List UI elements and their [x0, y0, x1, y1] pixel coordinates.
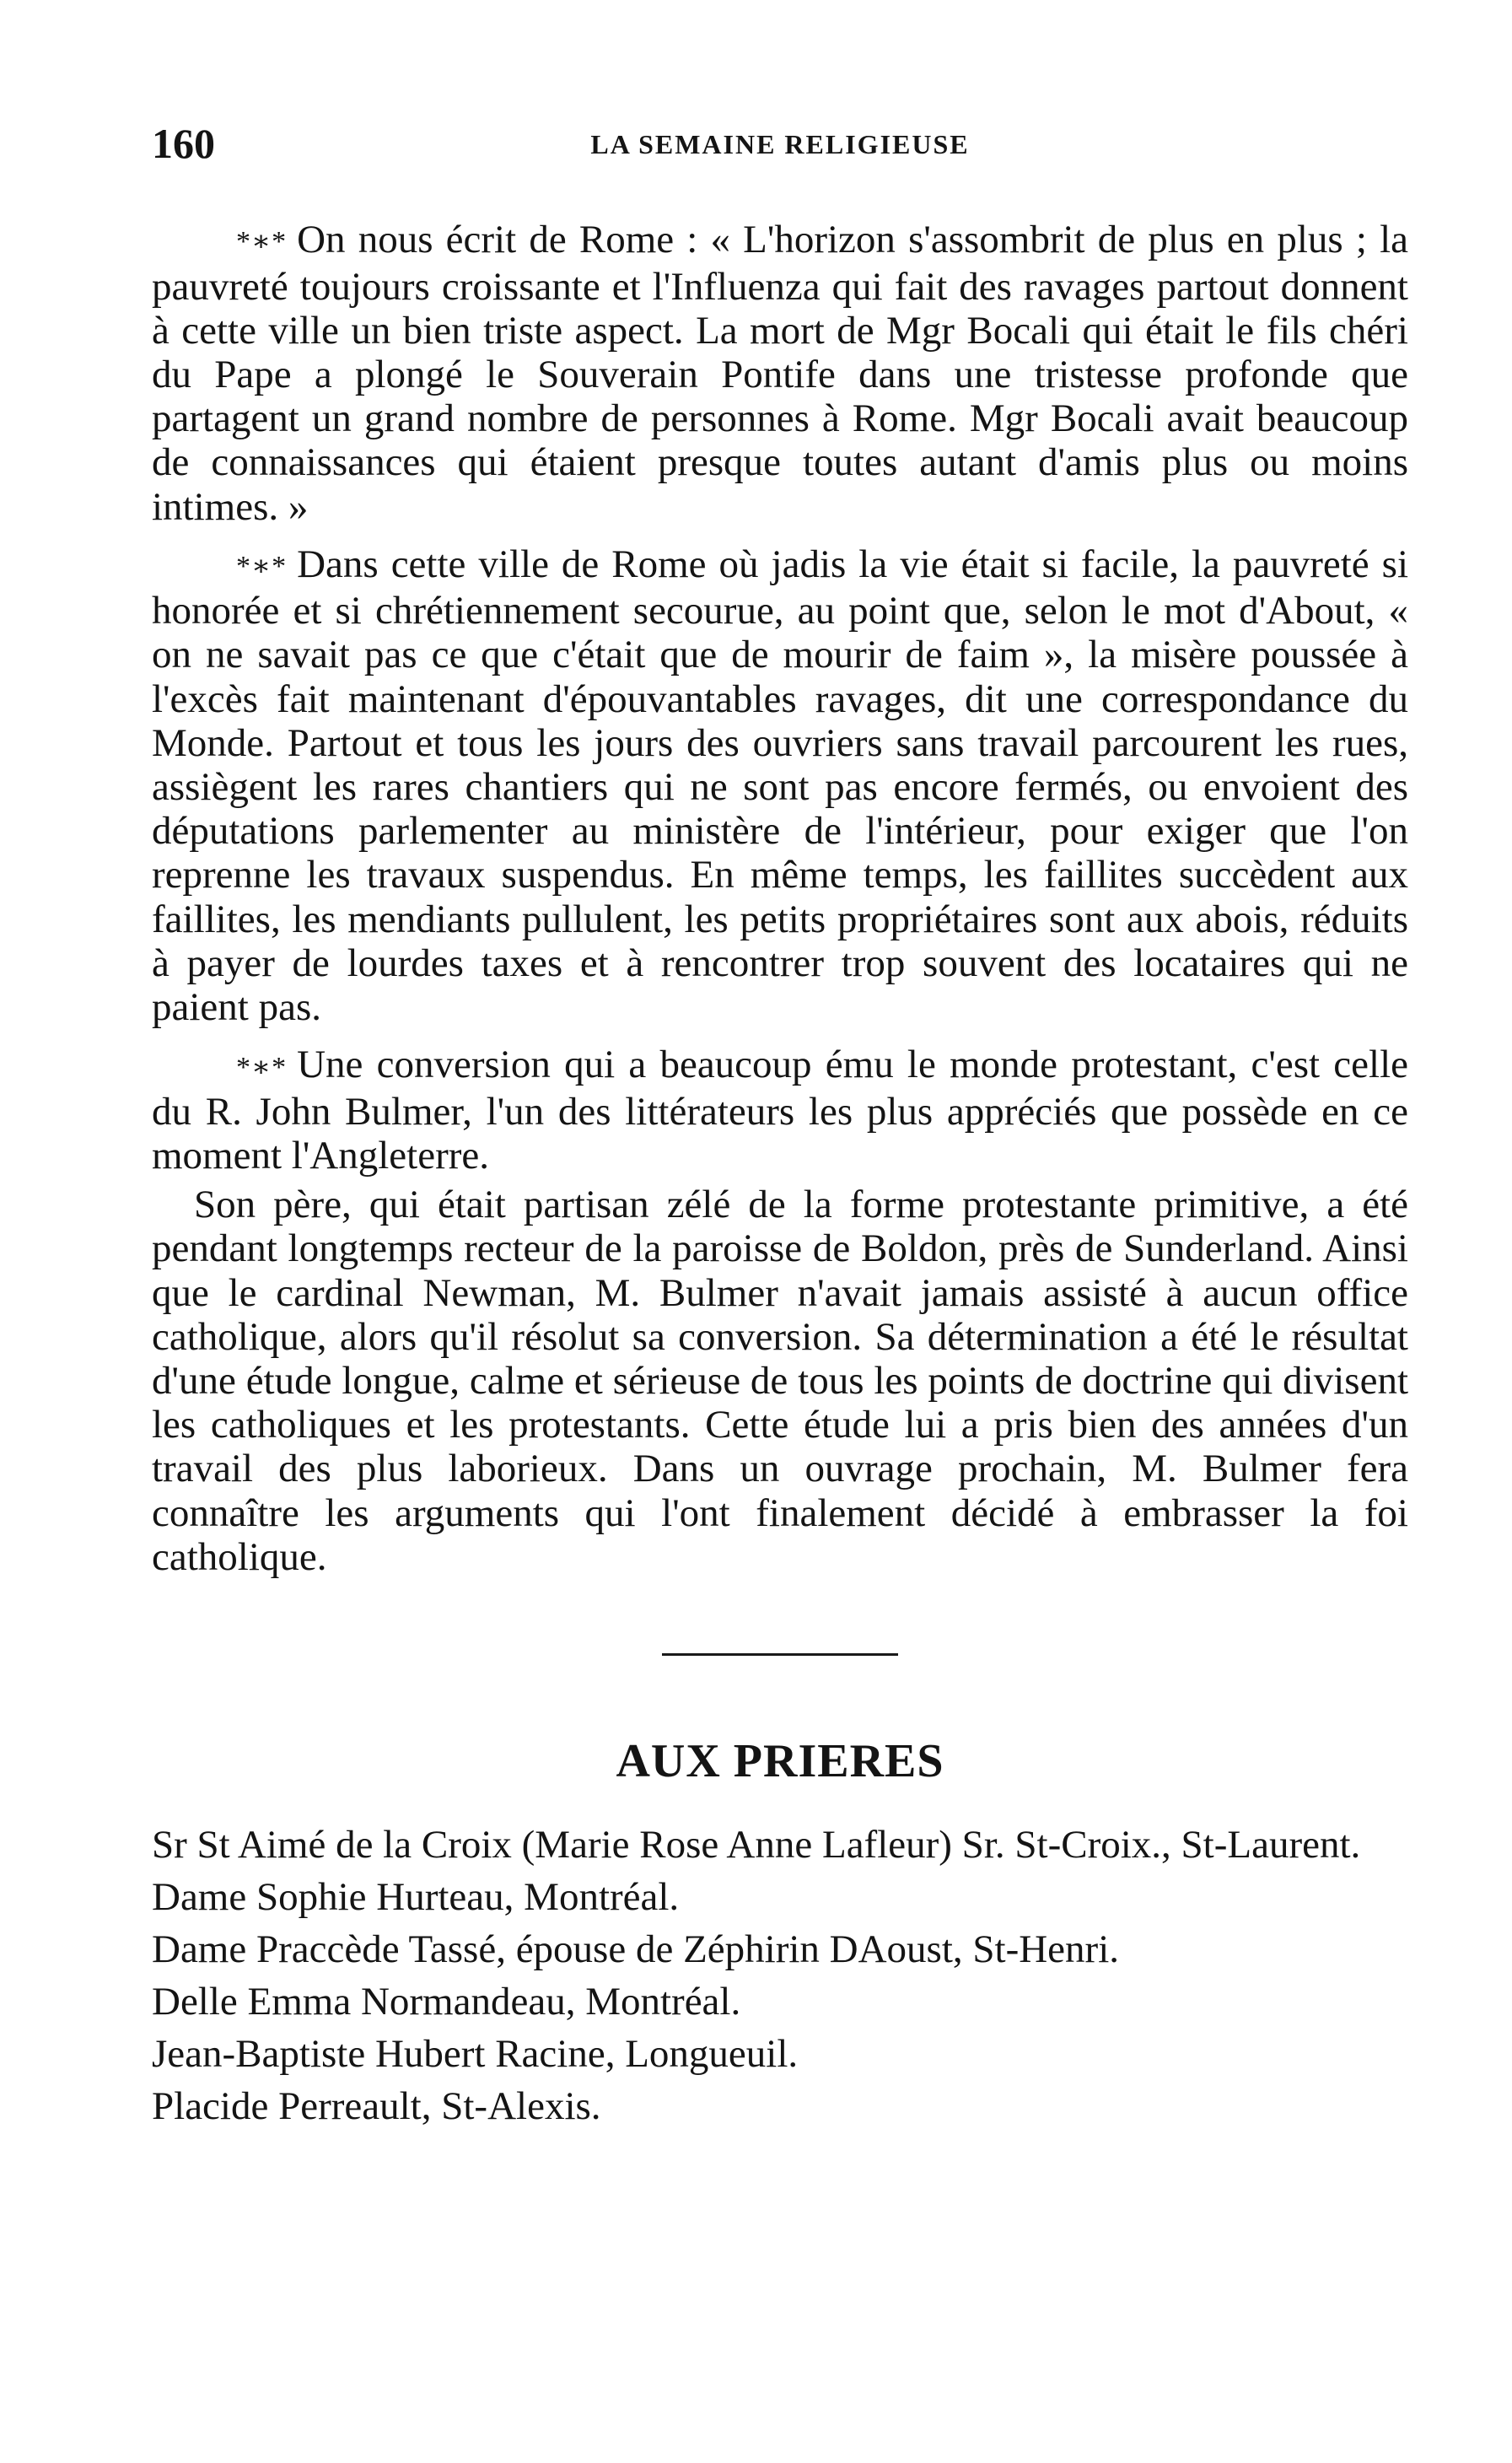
paragraph-text: On nous écrit de Rome : « L'horizon s'assombrit de plus en plus ; la pauvreté toujours croissante et l'Influenza qui fait des ravages partout donnent à cette ville un bien triste aspect. La mort de Mgr Bocali qui était le fils chéri du Pape a plongé le Souverain Pontife dans une tristesse profonde que partagent un grand nombre de personnes à Rome. Mgr Bocali avait beaucoup de connaissances qui étaient presque toutes autant d'amis plus ou moins intimes. »	[152, 218, 1408, 529]
page	[152, 118, 1408, 2132]
section-title: AUX PRIERES	[616, 1735, 944, 1788]
paragraph-text: Une conversion qui a beaucoup ému le monde protestant, c'est celle du R. John Bulmer, l'un des littérateurs les plus appréciés que possède en ce moment l'Angleterre.	[152, 1043, 1408, 1178]
asterism-icon: *∗*	[236, 551, 288, 583]
article-body	[152, 218, 1408, 1579]
running-title: LA SEMAINE RELIGIEUSE	[590, 129, 970, 159]
list-item: Sr St Aimé de la Croix (Marie Rose Anne Lafleur) Sr. St-Croix., St-Laurent.	[152, 1823, 1361, 1867]
page-number: 160	[152, 120, 215, 167]
list-item: Delle Emma Normandeau, Montréal.	[152, 1980, 741, 2024]
paragraph-rome-letter	[152, 218, 1408, 529]
asterism-icon: *∗*	[236, 226, 288, 258]
prayer-list	[152, 1819, 1408, 2132]
list-item: Dame Praccède Tassé, épouse de Zéphirin DAoust, St-Henri.	[152, 1927, 1120, 1972]
list-item: Placide Perreault, St-Alexis.	[152, 2084, 601, 2129]
section-divider	[662, 1653, 898, 1656]
list-item: Dame Sophie Hurteau, Montréal.	[152, 1875, 680, 1920]
asterism-icon: *∗*	[236, 1051, 288, 1083]
paragraph-text: Son père, qui était partisan zélé de la forme protestante primitive, a été pendant longtemps recteur de la paroisse de Boldon, près de Sunderland. Ainsi que le cardinal Newman, M. Bulmer n'avait jamais assisté à aucun office catholique, alors qu'il résolut sa conversion. Sa détermination a été le résultat d'une étude longue, calme et sérieuse de tous les points de doctrine qui divisent les catholiques et les protestants. Cette étude lui a pris bien des années d'un travail des plus laborieux. Dans un ouvrage prochain, M. Bulmer fera connaître les arguments qui l'ont finalement décidé à embrasser la foi catholique.	[152, 1183, 1408, 1579]
running-head	[152, 118, 1408, 169]
paragraph-conversion	[152, 1043, 1408, 1178]
paragraph-rome-poverty	[152, 542, 1408, 1030]
list-item: Jean-Baptiste Hubert Racine, Longueuil.	[152, 2032, 799, 2077]
paragraph-bulmer-father	[152, 1183, 1408, 1579]
paragraph-text: Dans cette ville de Rome où jadis la vie était si facile, la pauvreté si honorée et si chrétiennement secourue, au point que, selon le mot d'About, « on ne savait pas ce que c'était que de mourir de faim », la misère poussée à l'excès fait maintenant d'épouvantables ravages, dit une correspondance du Monde. Partout et tous les jours des ouvriers sans travail parcourent les rues, assiègent les rares chantiers qui ne sont pas encore fermés, ou envoient des députations parlementer au ministère de l'intérieur, pour exiger que l'on reprenne les travaux suspendus. En même temps, les faillites succèdent aux faillites, les mendiants pullulent, les petits propriétaires sont aux abois, réduits à payer de lourdes taxes et à rencontrer trop souvent des locataires qui ne paient pas.	[152, 542, 1408, 1030]
